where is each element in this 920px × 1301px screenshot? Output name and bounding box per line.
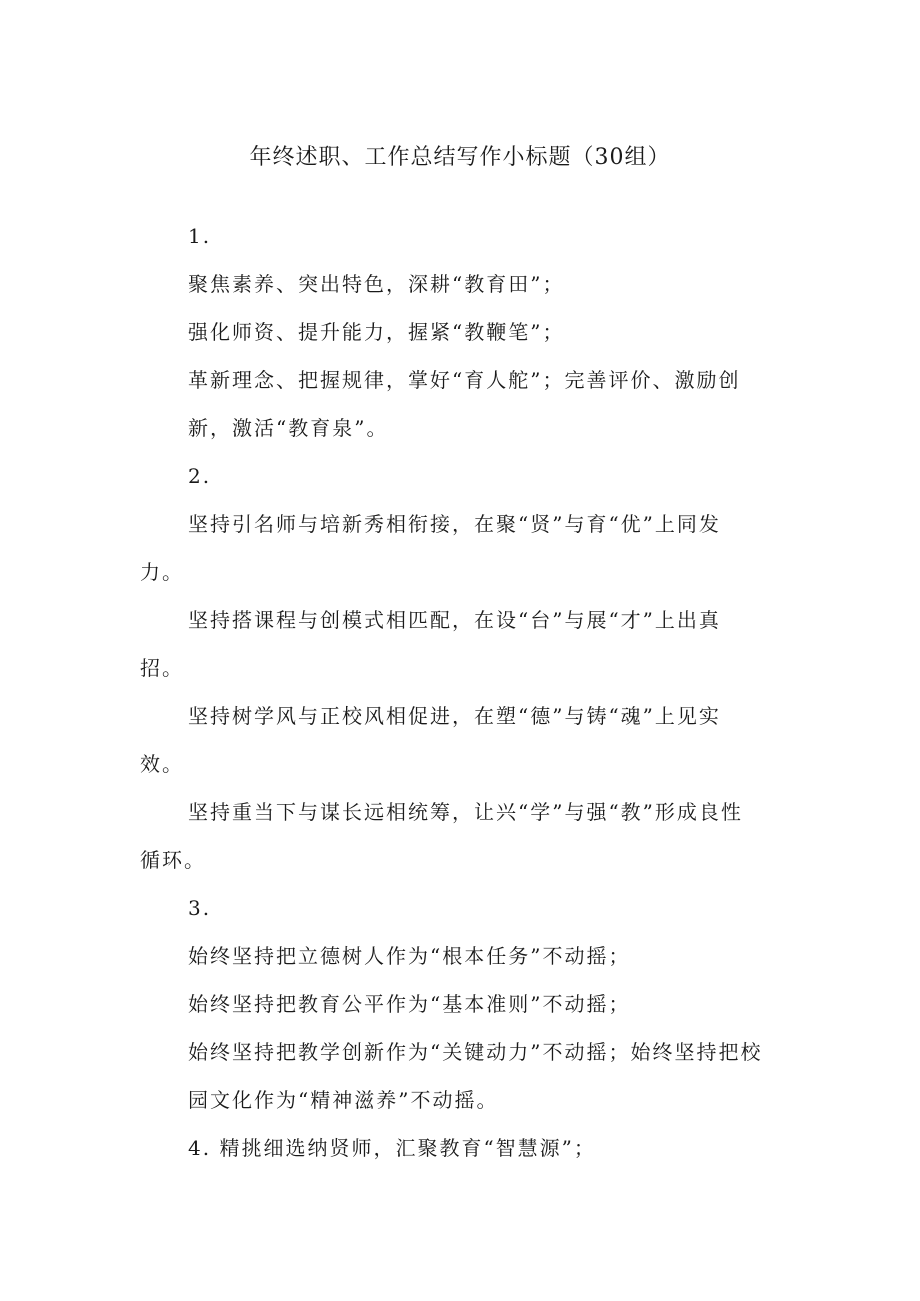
- paragraph-line: 聚焦素养、突出特色，深耕“教育田”；: [188, 272, 565, 296]
- paragraph-line: 革新理念、把握规律，掌好“育人舵”；完善评价、激励创: [188, 368, 741, 392]
- document-title: 年终述职、工作总结写作小标题（30组）: [249, 145, 671, 170]
- paragraph-line: 招。: [140, 656, 184, 680]
- paragraph-line: 强化师资、提升能力，握紧“教鞭笔”；: [188, 320, 565, 344]
- paragraph-line: 坚持搭课程与创模式相匹配，在设“台”与展“才”上出真: [188, 608, 721, 632]
- paragraph-line: 力。: [140, 560, 184, 584]
- paragraph-line: 坚持树学风与正校风相促进，在塑“德”与铸“魂”上见实: [188, 704, 721, 728]
- paragraph-line: 始终坚持把教学创新作为“关键动力”不动摇；始终坚持把校: [188, 1040, 763, 1064]
- paragraph-line: 始终坚持把教育公平作为“基本准则”不动摇；: [188, 992, 631, 1016]
- paragraph-line: 循环。: [140, 848, 206, 872]
- paragraph-line: 2.: [188, 464, 212, 488]
- paragraph-line: 效。: [140, 752, 184, 776]
- paragraph-line: 坚持重当下与谋长远相统筹，让兴“学”与强“教”形成良性: [188, 800, 743, 824]
- paragraph-line: 坚持引名师与培新秀相衔接，在聚“贤”与育“优”上同发: [188, 512, 721, 536]
- document-body: [140, 212, 780, 1172]
- paragraph-line: 新，激活“教育泉”。: [188, 416, 389, 440]
- paragraph-line: 始终坚持把立德树人作为“根本任务”不动摇；: [188, 944, 631, 968]
- paragraph-line: 1.: [188, 224, 212, 248]
- paragraph-line: 4. 精挑细选纳贤师，汇聚教育“智慧源”；: [188, 1136, 596, 1160]
- paragraph-line: 园文化作为“精神滋养”不动摇。: [188, 1088, 499, 1112]
- paragraph-line: 3.: [188, 896, 212, 920]
